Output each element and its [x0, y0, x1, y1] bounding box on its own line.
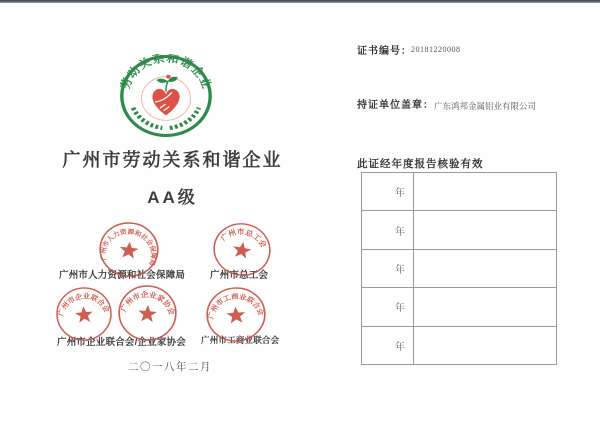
official-seal-trade-union-icon [208, 217, 277, 282]
issue-date: 二〇一八年二月 [128, 361, 212, 373]
holder-company-name: 广东鸿邦金属铝业有限公司 [434, 101, 537, 111]
issuer-name-commerce-federation: 广州市工商业联合会 [201, 335, 280, 345]
year-label: 年 [362, 211, 414, 248]
scan-edge-line [0, 0, 600, 3]
table-row [362, 327, 556, 364]
table-row [362, 288, 556, 326]
certificate-title: 广州市劳动关系和谐企业 [62, 150, 283, 170]
verification-blank-cell [414, 288, 556, 325]
table-row [362, 250, 556, 288]
certificate-number-value: 20181220008 [411, 45, 461, 54]
verification-blank-cell [414, 173, 556, 210]
seal-text: 广州市企业联合会 [57, 292, 111, 318]
issuer-name-enterprise-federation: 广州市企业联合会/企业家协会 [57, 337, 186, 348]
emblem-ring-text: 劳动关系和谐企业 [119, 54, 213, 91]
seal-text: 广州市工商业联合会 [207, 292, 266, 320]
annual-verification-heading: 此证经年度报告核验有效 [357, 158, 484, 170]
seal-text: 广州市人力资源和社会保障局 [100, 228, 157, 267]
table-row [362, 173, 556, 211]
harmony-emblem-icon [119, 54, 213, 138]
year-label: 年 [362, 288, 414, 325]
certificate-grade: AA级 [147, 188, 198, 207]
year-label: 年 [362, 250, 414, 287]
holder-seal-label: 持证单位盖章： [357, 100, 434, 111]
seal-text: 广州市企业家协会 [118, 289, 177, 316]
svg-text:广州市总工会 [217, 222, 272, 250]
certificate-number-label: 证书编号： [357, 46, 412, 57]
verification-blank-cell [414, 250, 556, 287]
verification-blank-cell [414, 327, 556, 364]
year-label: 年 [362, 173, 414, 210]
official-seal-commerce-federation-icon [203, 284, 269, 345]
official-seal-hr-bureau-icon [95, 218, 163, 281]
official-seal-enterprise-federation-icon [53, 284, 116, 345]
verification-blank-cell [414, 211, 556, 248]
issuer-name-hr-bureau: 广州市人力资源和社会保障局 [59, 270, 186, 281]
annual-verification-table [361, 172, 557, 365]
issuer-name-trade-union: 广州市总工会 [210, 270, 269, 281]
official-seal-entrepreneur-association-icon [115, 282, 180, 344]
seal-text: 广州市总工会 [218, 227, 269, 249]
table-row [362, 211, 556, 249]
year-label: 年 [362, 327, 414, 364]
